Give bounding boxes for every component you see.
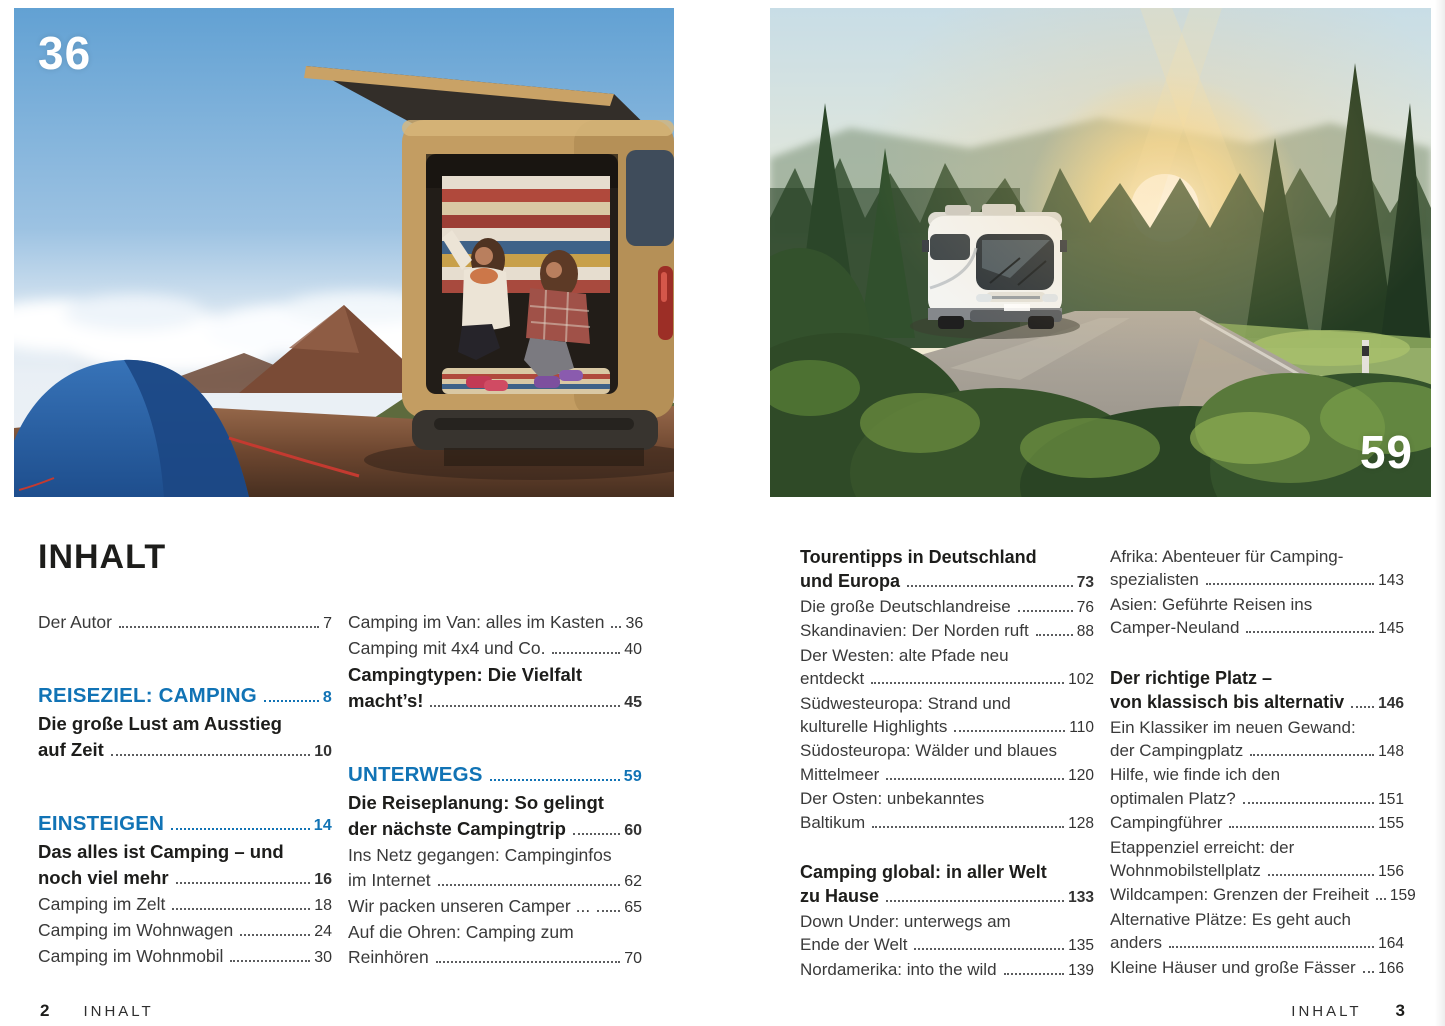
toc-entry [800,644,1094,692]
toc-entry-text: Camping im Wohnwagen [38,920,234,940]
toc-entry-page: 10 [314,742,332,760]
toc-entry-page: 135 [1068,937,1094,955]
chapter-photo-motorhome [770,8,1431,497]
toc-entry-text: Alternative Plätze: Es geht auch [1110,909,1351,929]
toc-entry-text: Der richtige Platz – [1110,667,1273,688]
toc-entry-page: 24 [314,923,332,940]
toc-entry-text: der nächste Campingtrip [348,817,566,839]
toc-entry-text: auf Zeit [38,738,104,760]
toc-entry-text: Die große Deutschlandreise [800,597,1011,616]
toc-leader-dots [240,934,310,936]
toc-entry-page: 59 [623,768,642,785]
toc-leader-dots [230,960,310,962]
toc-entry-text: Der Osten: unbekanntes [800,789,985,809]
running-title: INHALT [1291,1003,1362,1020]
toc-leader-dots [430,705,620,707]
toc-entry [1110,666,1404,716]
toc-entry-text: spezialisten [1110,570,1199,590]
toc-entry-text: Skandinavien: Der Norden ruft [800,621,1029,641]
toc-entry-text: Ins Netz gegangen: Campinginfos [348,845,612,865]
toc-leader-dots [597,910,620,912]
toc-leader-dots [1036,634,1073,636]
toc-leader-dots [176,882,311,884]
toc-entry-page: 65 [624,899,642,916]
toc-entry-text: Die Reiseplanung: So gelingt [348,792,604,813]
toc-entry-text: optimalen Platz? [1110,788,1236,808]
toc-entry-page: 102 [1068,671,1094,689]
chapter-photo-camper-van [14,8,674,497]
toc-entry-text: Die große Lust am Ausstieg [38,713,282,734]
toc-entry-text: Baltikum [800,812,866,832]
page-title: INHALT [38,538,167,576]
toc-entry [800,619,1094,643]
toc-entry-text: Ein Klassiker im neuen Gewand: [1110,717,1356,737]
toc-leader-dots [1351,706,1374,708]
toc-entry-page: 110 [1069,719,1094,737]
toc-entry-page: 73 [1076,574,1094,591]
toc-leader-dots [438,884,621,886]
toc-entry-text: Camping mit 4x4 und Co. [348,638,546,658]
toc-entry-text: Asien: Geführte Reisen ins [1110,594,1313,614]
toc-entry-text: Kleine Häuser und große Fässer [1110,957,1356,977]
van-side-window [626,150,674,246]
toc-entry-text: Camping global: in aller Welt [800,862,1047,883]
toc-leader-dots [573,833,620,835]
toc-entry-text: EINSTEIGEN [38,812,165,835]
toc-entry [38,610,332,636]
toc-entry-text: Etappenziel erreicht: der [1110,837,1295,857]
toc-leader-dots [872,826,1064,828]
toc-entry [348,662,642,715]
toc-leader-dots [436,961,620,963]
toc-entry-page: 128 [1068,814,1094,832]
toc-entry [1110,836,1404,884]
toc-entry-text: macht’s! [348,689,424,711]
toc-entry-page: 139 [1068,961,1094,979]
toc-entry [1110,908,1404,956]
toc-entry-text: Mittelmeer [800,764,880,784]
toc-entry [38,810,332,839]
toc-entry-page: 88 [1076,623,1094,641]
toc-entry-text: noch viel mehr [38,866,169,888]
toc-entry [800,739,1094,787]
toc-entry-page: 7 [323,615,332,632]
toc-entry-page: 8 [322,689,332,706]
toc-leader-dots [871,682,1064,684]
right-page-footer [1291,1001,1405,1021]
toc-leader-dots [886,778,1064,780]
toc-entry-text: Reinhören [348,947,429,967]
toc-entry [38,944,332,970]
toc-entry-text: von klassisch bis alternativ [1110,691,1345,712]
toc-leader-dots [886,900,1064,902]
toc-entry-page: 145 [1378,620,1404,638]
toc-entry-text: Camping im Wohnmobil [38,946,224,966]
toc-entry [38,682,332,711]
toc-entry-text: Der Westen: alte Pfade neu [800,645,1009,665]
toc-leader-dots [1018,610,1073,612]
toc-leader-dots [490,779,620,781]
toc-entry [348,636,642,662]
folio-page-number: 2 [40,1001,50,1020]
toc-entry-page: 148 [1378,743,1404,761]
toc-entry-text: Campingtypen: Die Vielfalt [348,664,583,685]
toc-entry [800,958,1094,982]
toc-entry [348,610,642,636]
toc-leader-dots [171,828,310,830]
toc-entry-text: anders [1110,933,1162,953]
toc-leader-dots [172,908,310,910]
toc-entry-page: 146 [1378,694,1404,712]
toc-leader-dots [1206,583,1374,585]
toc-entry [348,761,642,790]
toc-entry [800,595,1094,619]
toc-entry-page: 156 [1378,863,1404,881]
toc-entry-page: 45 [624,693,642,711]
toc-entry-page: 120 [1068,766,1094,784]
toc-column [348,610,642,971]
left-page-toc [38,610,642,971]
toc-entry-text: UNTERWEGS [348,763,483,786]
toc-entry-page: 133 [1068,889,1094,907]
toc-entry [1110,811,1404,835]
toc-leader-dots [119,626,319,628]
toc-entry [38,918,332,944]
toc-entry [348,790,642,843]
toc-entry-page: 155 [1378,815,1404,833]
toc-entry [348,894,642,920]
toc-column [800,545,1094,982]
toc-entry-text: Auf die Ohren: Camping zum [348,922,574,942]
toc-leader-dots [264,700,319,702]
toc-entry [38,711,332,764]
toc-leader-dots [1246,631,1374,633]
toc-entry-page: 159 [1389,887,1416,905]
toc-entry-page: 164 [1378,935,1404,953]
toc-leader-dots [1229,826,1374,828]
toc-leader-dots [111,754,310,756]
toc-entry-text: im Internet [348,870,431,890]
toc-entry [348,843,642,894]
toc-entry [348,920,642,971]
toc-leader-dots [1363,971,1374,973]
toc-column [1110,545,1416,982]
right-page-toc [800,545,1416,982]
toc-entry [1110,883,1416,907]
toc-entry-page: 143 [1378,572,1404,590]
toc-entry-text: Down Under: unterwegs am [800,912,1011,932]
running-title: INHALT [83,1003,154,1020]
toc-entry-text: kulturelle Highlights [800,717,948,737]
toc-entry-page: 40 [624,641,642,658]
toc-entry-text: zu Hause [800,886,880,907]
toc-entry [38,839,332,892]
toc-entry [800,787,1094,835]
toc-entry [800,910,1094,958]
toc-entry [1110,763,1404,811]
toc-leader-dots [954,730,1065,732]
toc-entry-page: 30 [314,949,332,966]
toc-entry-page: 62 [624,873,642,890]
toc-entry-text: Camping im Van: alles im Kasten [348,612,605,632]
toc-entry-page: 151 [1378,790,1404,808]
toc-entry-text: Wildcampen: Grenzen der Freiheit [1110,885,1369,905]
toc-entry-text: Camper-Neuland [1110,618,1240,638]
toc-entry-page: 60 [624,821,642,839]
toc-leader-dots [914,948,1064,950]
toc-entry-text: Ende der Welt [800,935,908,955]
toc-entry-text: Südwesteuropa: Strand und [800,693,1011,713]
toc-leader-dots [1243,802,1374,804]
toc-column [38,610,332,971]
toc-leader-dots [1169,946,1374,948]
toc-entry-text: Südosteuropa: Wälder und blaues [800,741,1058,761]
toc-entry-text: Nordamerika: into the wild [800,959,997,979]
folio-page-number: 3 [1395,1001,1405,1020]
toc-leader-dots [1004,973,1065,975]
toc-leader-dots [611,626,621,628]
toc-entry-text: Das alles ist Camping – und [38,841,284,862]
toc-entry [800,692,1094,740]
camper-van-above-clouds-illustration [14,8,674,497]
toc-entry-page: 16 [314,870,332,888]
toc-entry-page: 70 [624,950,642,967]
toc-entry-page: 166 [1378,959,1404,977]
toc-entry [1110,716,1404,764]
toc-entry-page: 76 [1076,599,1094,616]
toc-entry-text: Hilfe, wie finde ich den [1110,765,1281,785]
toc-entry [800,545,1094,595]
toc-entry-text: und Europa [800,571,900,591]
toc-leader-dots [1268,874,1374,876]
toc-entry-text: entdeckt [800,669,865,689]
toc-leader-dots [552,652,620,654]
toc-entry-text: der Campingplatz [1110,741,1244,761]
toc-entry [800,860,1094,910]
chapter-page-number-overlay: 36 [38,27,92,79]
toc-entry-text: Tourentipps in Deutschland [800,547,1037,567]
toc-entry-text: Der Autor [38,612,112,632]
toc-entry-text: Wohnmobilstellplatz [1110,861,1261,881]
toc-entry-page: 14 [313,817,332,834]
toc-entry-text: Afrika: Abenteuer für Camping- [1110,547,1344,566]
toc-entry [1110,545,1404,593]
toc-entry-text: Camping im Zelt [38,894,166,914]
toc-entry-page: 18 [314,897,332,914]
chapter-page-number-overlay: 59 [1359,426,1413,478]
warm-light-overlay [770,8,1431,497]
toc-entry-text: Campingführer [1110,813,1223,833]
toc-leader-dots [907,585,1073,587]
toc-entry [1110,956,1404,980]
motorhome-forest-road-illustration [770,8,1431,497]
toc-entry-text: REISEZIEL: CAMPING [38,684,257,707]
toc-leader-dots [1250,754,1374,756]
toc-entry [1110,593,1404,641]
left-page-footer [40,1001,154,1021]
toc-entry-text: Wir packen unseren Camper ... [348,896,591,916]
toc-leader-dots [1376,898,1386,900]
toc-entry [38,892,332,918]
toc-entry-page: 36 [625,615,644,632]
